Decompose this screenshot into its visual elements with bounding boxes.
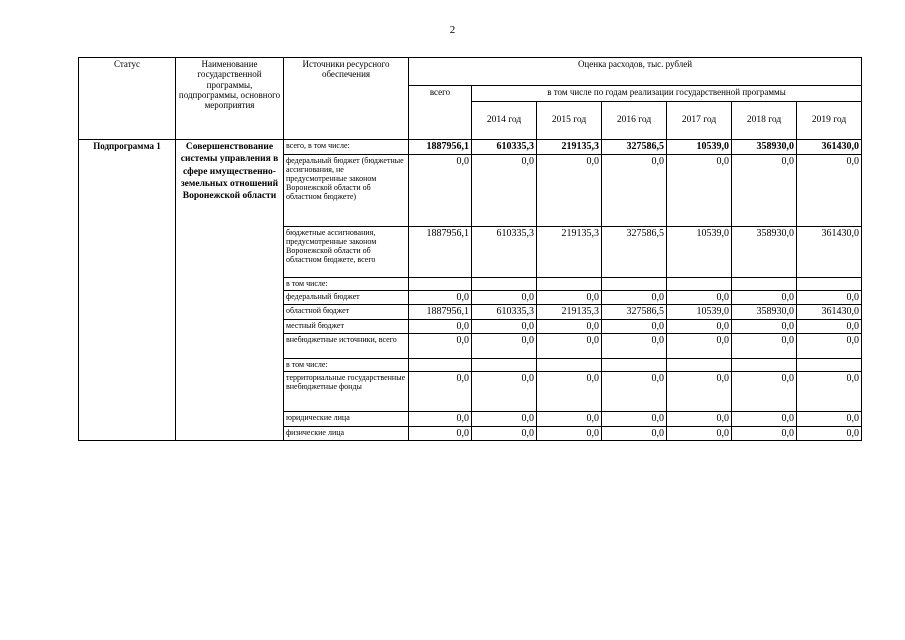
page-number: 2 bbox=[449, 24, 456, 36]
value-cell: 0,0 bbox=[732, 154, 797, 226]
value-cell: 0,0 bbox=[732, 426, 797, 441]
value-cell: 361430,0 bbox=[797, 226, 862, 277]
header-total: всего bbox=[409, 86, 472, 140]
value-cell: 0,0 bbox=[797, 426, 862, 441]
value-cell bbox=[409, 277, 472, 290]
value-cell: 0,0 bbox=[537, 334, 602, 359]
source-cell: всего, в том числе: bbox=[284, 140, 409, 155]
value-cell: 10539,0 bbox=[667, 305, 732, 320]
value-cell: 10539,0 bbox=[667, 226, 732, 277]
source-cell: в том числе: bbox=[284, 277, 409, 290]
source-cell: федеральный бюджет bbox=[284, 290, 409, 305]
source-cell: физические лица bbox=[284, 426, 409, 441]
value-cell: 358930,0 bbox=[732, 226, 797, 277]
value-cell bbox=[732, 277, 797, 290]
source-cell: бюджетные ассигнования, предусмотренные законом Воронежской области об областном бюджете, всего bbox=[284, 226, 409, 277]
table-row bbox=[79, 140, 862, 155]
value-cell: 0,0 bbox=[409, 290, 472, 305]
value-cell: 0,0 bbox=[537, 319, 602, 334]
source-cell: внебюджетные источники, всего bbox=[284, 334, 409, 359]
value-cell: 1887956,1 bbox=[409, 226, 472, 277]
value-cell bbox=[667, 359, 732, 372]
value-cell: 0,0 bbox=[667, 290, 732, 305]
header-year: 2016 год bbox=[602, 102, 667, 140]
value-cell: 0,0 bbox=[797, 372, 862, 412]
header-year: 2014 год bbox=[472, 102, 537, 140]
value-cell: 0,0 bbox=[537, 412, 602, 427]
value-cell bbox=[797, 359, 862, 372]
value-cell: 219135,3 bbox=[537, 226, 602, 277]
value-cell: 0,0 bbox=[602, 372, 667, 412]
value-cell bbox=[602, 277, 667, 290]
header-year: 2019 год bbox=[797, 102, 862, 140]
value-cell: 219135,3 bbox=[537, 140, 602, 155]
value-cell bbox=[472, 277, 537, 290]
value-cell: 0,0 bbox=[409, 412, 472, 427]
value-cell: 0,0 bbox=[537, 426, 602, 441]
value-cell: 0,0 bbox=[732, 372, 797, 412]
value-cell: 0,0 bbox=[602, 319, 667, 334]
source-cell: областной бюджет bbox=[284, 305, 409, 320]
value-cell: 361430,0 bbox=[797, 140, 862, 155]
value-cell: 0,0 bbox=[732, 412, 797, 427]
value-cell: 0,0 bbox=[797, 319, 862, 334]
value-cell bbox=[602, 359, 667, 372]
source-cell: в том числе: bbox=[284, 359, 409, 372]
value-cell: 0,0 bbox=[472, 290, 537, 305]
value-cell bbox=[537, 359, 602, 372]
header-status: Статус bbox=[79, 58, 176, 140]
source-cell: территориальные государственные внебюджетные фонды bbox=[284, 372, 409, 412]
value-cell: 0,0 bbox=[602, 426, 667, 441]
value-cell bbox=[667, 277, 732, 290]
value-cell: 327586,5 bbox=[602, 140, 667, 155]
value-cell: 327586,5 bbox=[602, 226, 667, 277]
header-name: Наименование государственной программы, подпрограммы, основного мероприятия bbox=[176, 58, 284, 140]
value-cell: 610335,3 bbox=[472, 140, 537, 155]
value-cell: 0,0 bbox=[537, 372, 602, 412]
value-cell: 358930,0 bbox=[732, 140, 797, 155]
value-cell bbox=[732, 359, 797, 372]
value-cell: 0,0 bbox=[602, 412, 667, 427]
header-estimate: Оценка расходов, тыс. рублей bbox=[409, 58, 862, 86]
value-cell bbox=[797, 277, 862, 290]
value-cell bbox=[472, 359, 537, 372]
value-cell: 0,0 bbox=[602, 334, 667, 359]
value-cell: 10539,0 bbox=[667, 140, 732, 155]
value-cell: 0,0 bbox=[667, 334, 732, 359]
value-cell: 358930,0 bbox=[732, 305, 797, 320]
value-cell: 0,0 bbox=[472, 334, 537, 359]
program-name-cell: Совершенствование системы управления в сфере имущественно-земельных отношений Воронежской области bbox=[176, 140, 284, 441]
value-cell: 0,0 bbox=[472, 426, 537, 441]
value-cell: 0,0 bbox=[797, 334, 862, 359]
value-cell: 0,0 bbox=[537, 154, 602, 226]
value-cell: 361430,0 bbox=[797, 305, 862, 320]
value-cell: 219135,3 bbox=[537, 305, 602, 320]
value-cell: 0,0 bbox=[409, 334, 472, 359]
header-year: 2015 год bbox=[537, 102, 602, 140]
value-cell: 0,0 bbox=[667, 412, 732, 427]
value-cell: 610335,3 bbox=[472, 226, 537, 277]
value-cell: 0,0 bbox=[409, 319, 472, 334]
value-cell: 0,0 bbox=[472, 154, 537, 226]
source-cell: местный бюджет bbox=[284, 319, 409, 334]
value-cell: 0,0 bbox=[667, 319, 732, 334]
value-cell: 0,0 bbox=[409, 426, 472, 441]
value-cell: 0,0 bbox=[409, 154, 472, 226]
value-cell: 0,0 bbox=[472, 412, 537, 427]
value-cell: 0,0 bbox=[797, 412, 862, 427]
value-cell: 327586,5 bbox=[602, 305, 667, 320]
source-cell: федеральный бюджет (бюджетные ассигнования, не предусмотренные законом Воронежской области об областном бюджете) bbox=[284, 154, 409, 226]
value-cell: 0,0 bbox=[472, 319, 537, 334]
value-cell: 610335,3 bbox=[472, 305, 537, 320]
budget-table bbox=[78, 57, 862, 441]
value-cell: 0,0 bbox=[797, 290, 862, 305]
value-cell: 0,0 bbox=[732, 334, 797, 359]
value-cell: 0,0 bbox=[602, 154, 667, 226]
header-by-years: в том числе по годам реализации государственной программы bbox=[472, 86, 862, 102]
source-cell: юридические лица bbox=[284, 412, 409, 427]
value-cell: 0,0 bbox=[797, 154, 862, 226]
value-cell: 0,0 bbox=[602, 290, 667, 305]
value-cell: 0,0 bbox=[667, 372, 732, 412]
status-cell: Подпрограмма 1 bbox=[79, 140, 176, 441]
value-cell: 0,0 bbox=[732, 319, 797, 334]
value-cell: 0,0 bbox=[667, 154, 732, 226]
value-cell: 0,0 bbox=[409, 372, 472, 412]
header-year: 2018 год bbox=[732, 102, 797, 140]
value-cell: 1887956,1 bbox=[409, 305, 472, 320]
header-year: 2017 год bbox=[667, 102, 732, 140]
value-cell: 0,0 bbox=[732, 290, 797, 305]
value-cell: 0,0 bbox=[667, 426, 732, 441]
value-cell: 1887956,1 bbox=[409, 140, 472, 155]
header-sources: Источники ресурсного обеспечения bbox=[284, 58, 409, 140]
value-cell: 0,0 bbox=[472, 372, 537, 412]
value-cell bbox=[409, 359, 472, 372]
value-cell bbox=[537, 277, 602, 290]
value-cell: 0,0 bbox=[537, 290, 602, 305]
